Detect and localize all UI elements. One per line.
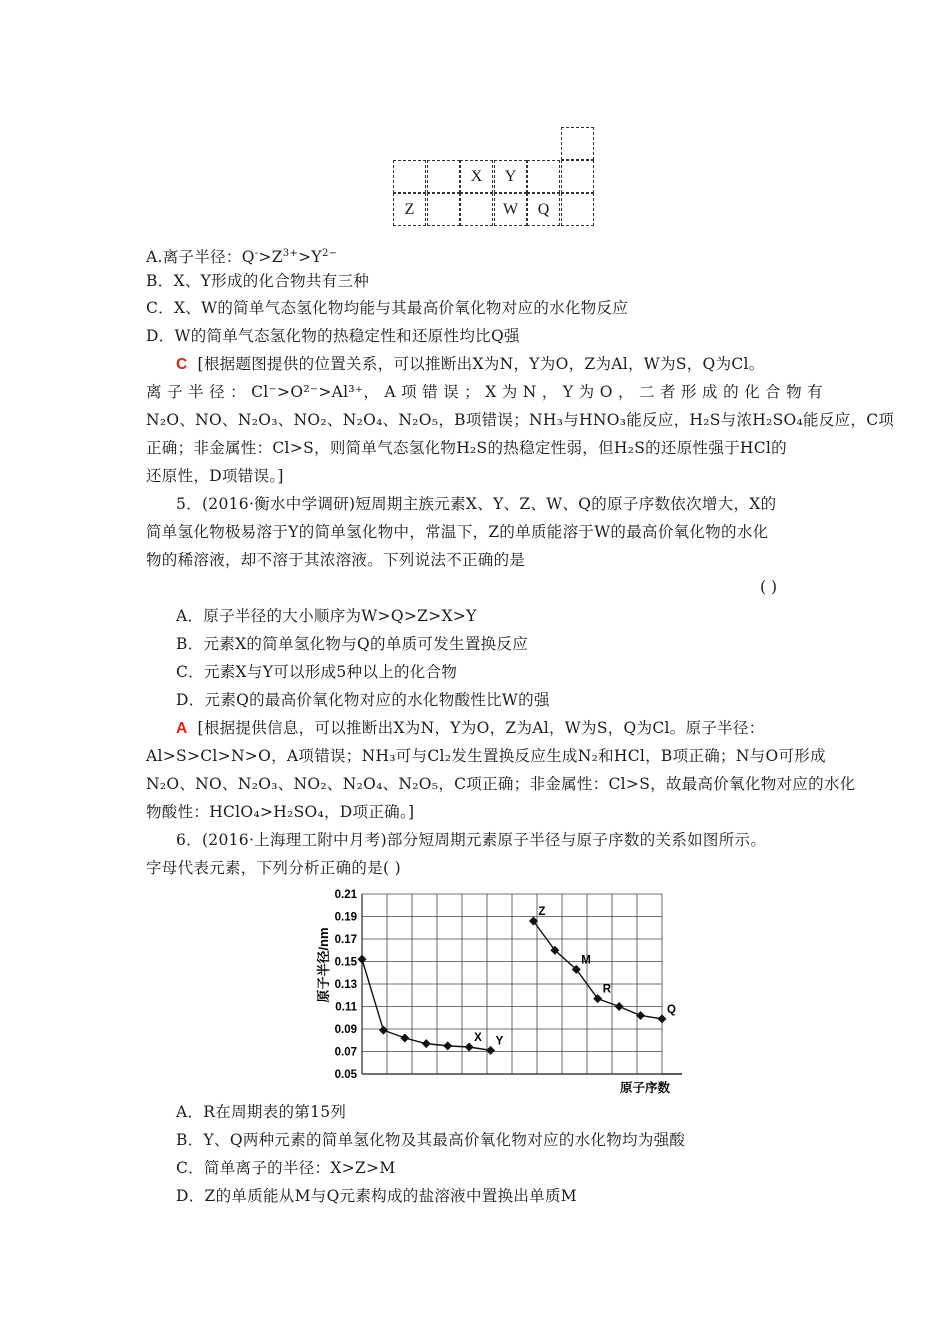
y-tick-label: 0.17 bbox=[334, 934, 357, 946]
q4-option-b: B．X、Y形成的化合物共有三种 bbox=[146, 272, 370, 290]
data-point bbox=[400, 1034, 409, 1043]
q6-stem: 6．(2016·上海理工附中月考)部分短周期元素原子半径与原子序数的关系如图所示。 bbox=[176, 831, 767, 849]
point-label-z: Z bbox=[538, 906, 546, 918]
series-line bbox=[362, 959, 491, 1050]
table-cell bbox=[561, 193, 594, 226]
table-cell bbox=[427, 160, 460, 193]
data-point bbox=[379, 1026, 388, 1035]
y-tick-label: 0.19 bbox=[334, 911, 357, 924]
q5-explanation-line: A [根据提供信息，可以推断出X为N，Y为O，Z为Al，W为S，Q为Cl。原子半径： bbox=[176, 719, 765, 737]
q4-option-d: D．W的简单气态氢化物的热稳定性和还原性均比Q强 bbox=[146, 327, 520, 345]
data-point bbox=[636, 1011, 645, 1020]
data-point bbox=[422, 1039, 431, 1048]
y-tick-label: 0.07 bbox=[334, 1046, 357, 1059]
q5-stem: 物的稀溶液，却不溶于其浓溶液。下列说法不正确的是 bbox=[146, 551, 526, 569]
point-label-y: Y bbox=[495, 1035, 504, 1048]
chart-y-label: 原子半径/nm bbox=[316, 927, 331, 1003]
data-point bbox=[486, 1046, 495, 1055]
data-point bbox=[465, 1043, 474, 1052]
point-label-r: R bbox=[602, 983, 612, 996]
y-tick-label: 0.15 bbox=[334, 956, 357, 969]
y-tick-label: 0.13 bbox=[334, 979, 357, 991]
y-tick-label: 0.21 bbox=[334, 889, 357, 901]
q4-answer: C bbox=[176, 356, 188, 373]
y-tick-label: 0.11 bbox=[335, 1001, 357, 1014]
q5-answer-blank: ( ) bbox=[760, 578, 778, 596]
q5-answer: A bbox=[176, 720, 188, 737]
radius-chart bbox=[310, 880, 690, 1100]
q6-option-c: C．简单离子的半径：X>Z>M bbox=[176, 1159, 396, 1177]
y-tick-label: 0.09 bbox=[334, 1024, 357, 1036]
data-point bbox=[358, 955, 367, 964]
q6-option-d: D．Z的单质能从M与Q元素构成的盐溶液中置换出单质M bbox=[176, 1187, 577, 1205]
table-cell bbox=[427, 193, 460, 226]
q6-option-b: B．Y、Q两种元素的简单氢化物及其最高价氧化物对应的水化物均为强酸 bbox=[176, 1131, 686, 1149]
table-cell bbox=[527, 160, 560, 193]
point-label-x: X bbox=[474, 1032, 482, 1044]
table-cell bbox=[561, 160, 594, 193]
q5-option-a: A．原子半径的大小顺序为W>Q>Z>X>Y bbox=[176, 607, 477, 625]
table-cell-q: Q bbox=[527, 193, 560, 226]
q4-explanation-line: 离 子 半 径 ： Cl⁻>O²⁻>Al³⁺， A 项 错 误 ； X 为 N ， Y 为 O ， 二 者 形 成 的 化 合 物 有 bbox=[146, 383, 823, 401]
q5-option-b: B．元素X的简单氢化物与Q的单质可发生置换反应 bbox=[176, 635, 529, 653]
point-label-m: M bbox=[581, 954, 591, 967]
chart-point-labels bbox=[474, 906, 676, 1047]
q5-stem: 5．(2016·衡水中学调研)短周期主族元素X、Y、Z、W、Q的原子序数依次增大，X的 bbox=[176, 495, 777, 513]
q4-explanation-line: N₂O、NO、N₂O₃、NO₂、N₂O₄、N₂O₅，B项错误；NH₃与HNO₃能反应，H₂S与浓H₂SO₄能反应，C项 bbox=[146, 411, 895, 429]
q5-option-c: C．元素X与Y可以形成5种以上的化合物 bbox=[176, 663, 458, 681]
chart-grid bbox=[362, 894, 682, 1074]
q5-explanation-line: Al>S>Cl>N>O，A项错误；NH₃可与Cl₂发生置换反应生成N₂和HCl，B项正确；N与O可形成 bbox=[146, 747, 826, 765]
q5-explanation-line: N₂O、NO、N₂O₃、NO₂、N₂O₄、N₂O₅，C项正确；非金属性：Cl>S，故最高价氧化物对应的水化 bbox=[146, 775, 856, 793]
series-line bbox=[533, 921, 662, 1019]
q6-stem: 字母代表元素，下列分析正确的是( ) bbox=[146, 859, 401, 877]
q5-stem: 简单氢化物极易溶于Y的简单氢化物中，常温下，Z的单质能溶于W的最高价氧化物的水化 bbox=[146, 523, 769, 541]
y-tick-label: 0.05 bbox=[334, 1069, 357, 1081]
q5-option-d: D．元素Q的最高价氧化物对应的水化物酸性比W的强 bbox=[176, 691, 550, 709]
table-cell-y: Y bbox=[494, 160, 527, 193]
q4-explanation-line: 还原性，D项错误。] bbox=[146, 467, 284, 485]
data-point bbox=[615, 1002, 624, 1011]
q4-explanation-line: 正确；非金属性：Cl>S，则简单气态氢化物H₂S的热稳定性弱，但H₂S的还原性强于HCl的 bbox=[146, 439, 787, 457]
q5-explanation-line: 物酸性：HClO₄>H₂SO₄，D项正确。] bbox=[146, 803, 415, 821]
data-point bbox=[443, 1041, 452, 1050]
point-label-q: Q bbox=[667, 1003, 676, 1016]
chart-x-label: 原子序数 bbox=[619, 1081, 671, 1095]
q4-option-a: A.离子半径：$Q^->Z^{3+}>Y^{2-}$ bbox=[146, 248, 338, 266]
chart-y-ticks bbox=[335, 889, 358, 1081]
table-cell bbox=[561, 127, 594, 160]
table-cell-w: W bbox=[494, 193, 527, 226]
q6-option-a: A．R在周期表的第15列 bbox=[176, 1103, 347, 1121]
q4-option-c: C．X、W的简单气态氢化物均能与其最高价氧化物对应的水化物反应 bbox=[146, 299, 629, 317]
table-cell bbox=[393, 160, 426, 193]
table-cell-x: X bbox=[460, 160, 493, 193]
data-point bbox=[658, 1014, 667, 1023]
table-cell-z: Z bbox=[393, 193, 426, 226]
q4-explanation-line: C [根据题图提供的位置关系，可以推断出X为N，Y为O，Z为Al，W为S，Q为Cl。 bbox=[176, 355, 765, 373]
table-cell bbox=[460, 193, 493, 226]
